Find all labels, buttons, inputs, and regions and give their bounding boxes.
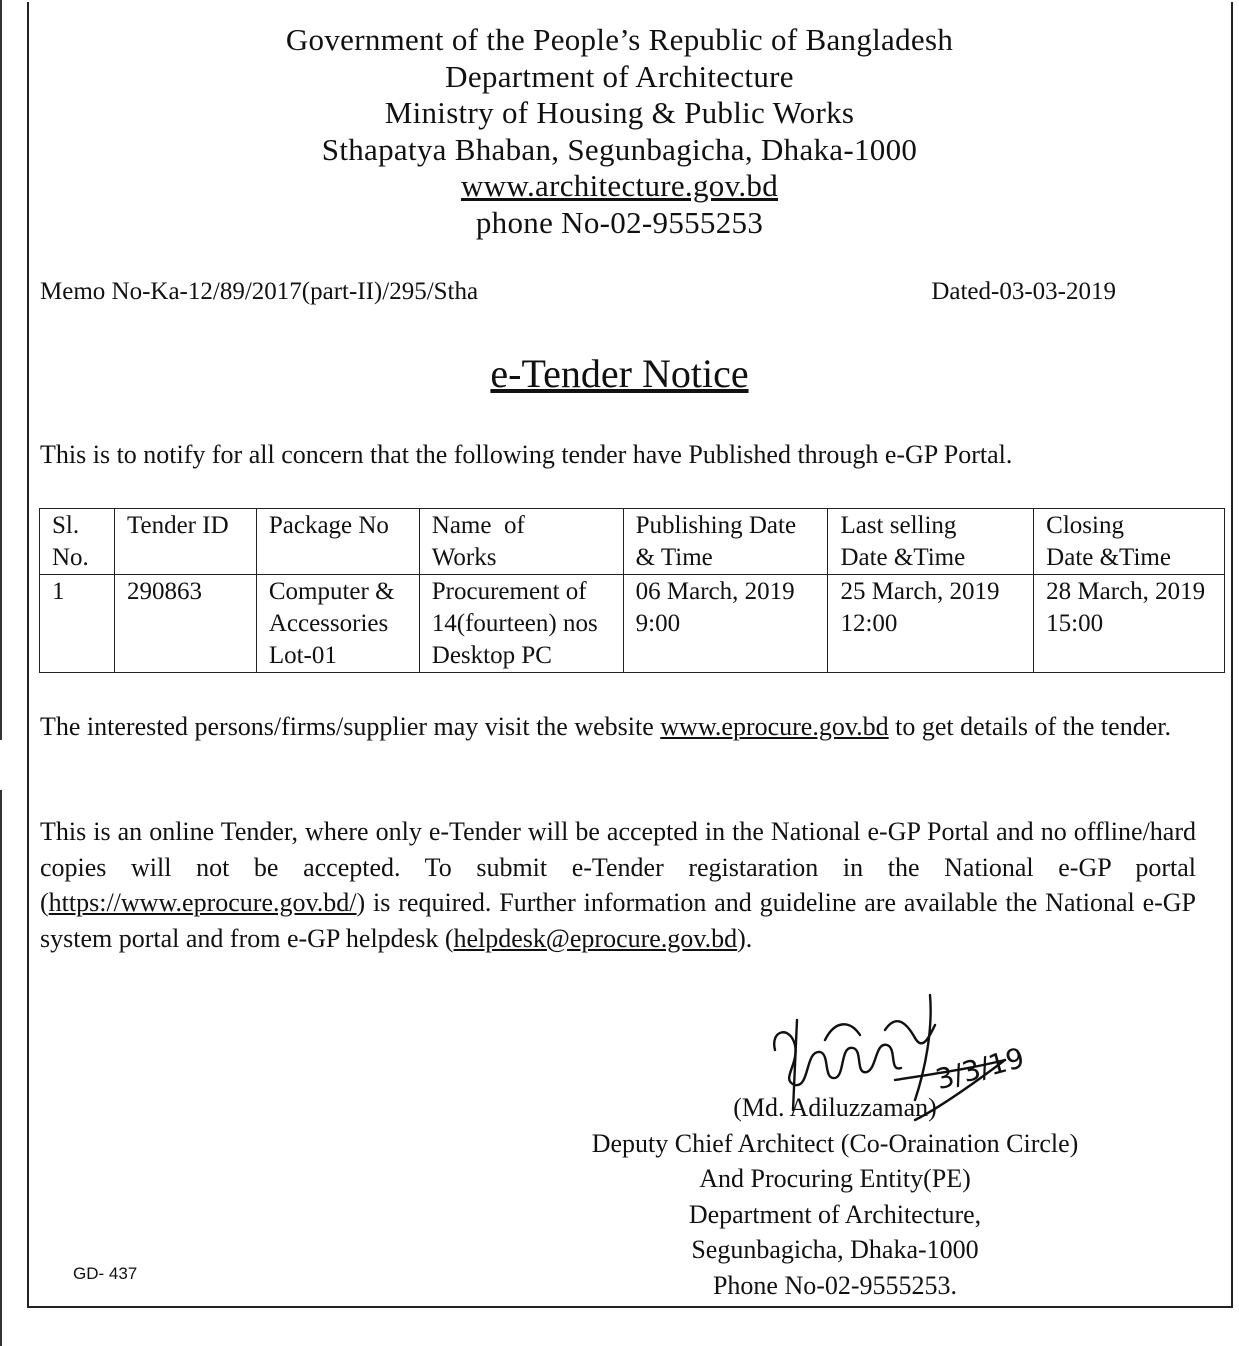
header-department: Department of Architecture bbox=[445, 58, 794, 94]
memo-line bbox=[40, 278, 1116, 306]
header-ministry: Ministry of Housing & Public Works bbox=[384, 95, 855, 130]
cell-tender-id: 290863 bbox=[114, 575, 256, 673]
para1-text-end: to get details of the tender. bbox=[888, 712, 1171, 741]
website-paragraph bbox=[40, 709, 1196, 745]
header-publishing: Publishing Date & Time bbox=[623, 509, 828, 575]
helpdesk-email-link[interactable]: helpdesk@eprocure.gov.bd bbox=[453, 923, 738, 953]
header-tender-id: Tender ID bbox=[114, 509, 256, 575]
memo-number: Memo No-Ka-12/89/2017(part-II)/295/Stha bbox=[40, 278, 479, 305]
intro-text: This is to notify for all concern that the following tender have Published through e-GP Portal. bbox=[40, 440, 1013, 469]
para2-text-end: ). bbox=[737, 923, 753, 953]
table-header-row bbox=[40, 509, 1225, 575]
signatory-designation: Deputy Chief Architect (Co-Oraination Circle) bbox=[591, 1128, 1079, 1158]
para2-text: This is an online Tender, where only e-Tender will be accepted in the National e-GP Portal and no offline/hard copies will not be accepted. To submit e-Tender registaration in the National e-GP portal ( bbox=[40, 817, 1196, 917]
signatory-role: And Procuring Entity(PE) bbox=[699, 1164, 971, 1193]
para2-text-mid: ) is required. Further information and guideline are available the National e-GP system portal and from e-GP helpdesk ( bbox=[40, 888, 1196, 953]
header-address: Sthapatya Bhaban, Segunbagicha, Dhaka-1000 bbox=[321, 131, 918, 167]
eprocure-link[interactable]: www.eprocure.gov.bd bbox=[660, 712, 889, 741]
header-sl: Sl. No. bbox=[40, 509, 115, 575]
cell-publishing: 06 March, 2019 9:00 bbox=[623, 575, 828, 673]
online-tender-paragraph bbox=[40, 814, 1196, 956]
para1-text: The interested persons/firms/supplier may visit the website bbox=[40, 712, 661, 741]
scan-edge-mark bbox=[0, 790, 2, 1346]
header-website-link[interactable]: www.architecture.gov.bd bbox=[460, 168, 779, 203]
header-last-selling: Last selling Date &Time bbox=[828, 509, 1034, 575]
memo-date: Dated-03-03-2019 bbox=[931, 278, 1116, 305]
tender-table bbox=[39, 508, 1225, 673]
page-title: e-Tender Notice bbox=[490, 351, 749, 396]
footer-code: GD- 437 bbox=[73, 1264, 138, 1283]
cell-closing: 28 March, 2019 15:00 bbox=[1034, 575, 1225, 673]
header-government: Government of the People’s Republic of Bangladesh bbox=[285, 22, 954, 57]
cell-package: Computer & Accessories Lot-01 bbox=[256, 575, 419, 673]
eprocure-portal-link[interactable]: https://www.eprocure.gov.bd/ bbox=[48, 888, 357, 917]
header-closing: Closing Date &Time bbox=[1034, 509, 1225, 575]
signatory-address: Segunbagicha, Dhaka-1000 bbox=[691, 1235, 979, 1264]
signatory-block bbox=[540, 1090, 1130, 1303]
header-phone: phone No-02-9555253 bbox=[475, 204, 764, 240]
table-row bbox=[40, 575, 1225, 673]
cell-last-selling: 25 March, 2019 12:00 bbox=[828, 575, 1034, 673]
signature-date: 3/3/19 bbox=[932, 1041, 1028, 1097]
cell-sl: 1 bbox=[40, 575, 115, 673]
signatory-name: (Md. Adiluzzaman) bbox=[733, 1093, 937, 1122]
signatory-phone: Phone No-02-9555253. bbox=[712, 1270, 958, 1300]
letterhead bbox=[0, 22, 1239, 241]
signatory-department: Department of Architecture, bbox=[688, 1199, 982, 1229]
cell-works: Procurement of 14(fourteen) nos Desktop PC bbox=[419, 575, 623, 673]
header-package: Package No bbox=[256, 509, 419, 575]
header-works: Name of Works bbox=[419, 509, 623, 575]
